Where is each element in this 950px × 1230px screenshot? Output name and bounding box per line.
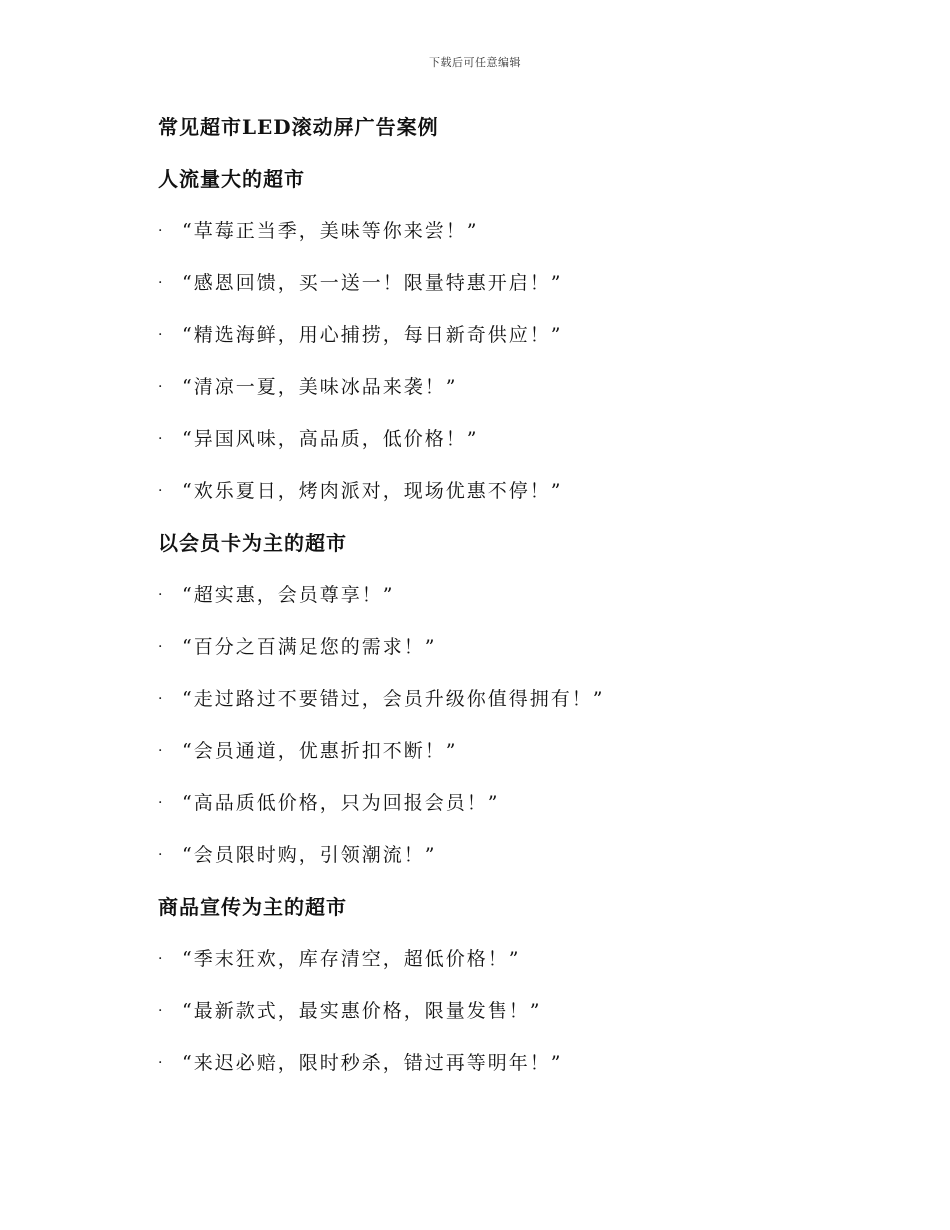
slogan-text: “会员通道，优惠折扣不断！”	[182, 740, 458, 762]
slogan-list	[158, 580, 858, 870]
list-item	[158, 424, 858, 454]
slogan-text: “高品质低价格，只为回报会员！”	[182, 792, 500, 814]
bullet-icon: ·	[158, 587, 163, 603]
bullet-icon: ·	[158, 275, 163, 291]
section-heading: 商品宣传为主的超市	[158, 895, 347, 919]
list-item	[158, 1048, 858, 1078]
slogan-text: “清凉一夏，美味冰品来袭！”	[182, 376, 458, 398]
bullet-icon: ·	[158, 327, 163, 343]
slogan-text: “走过路过不要错过，会员升级你值得拥有！”	[182, 688, 605, 710]
list-item	[158, 372, 858, 402]
document-title: 常见超市LED滚动屏广告案例	[158, 115, 439, 139]
list-item	[158, 632, 858, 662]
section-heading: 以会员卡为主的超市	[158, 531, 347, 555]
bullet-icon: ·	[158, 483, 163, 499]
bullet-icon: ·	[158, 431, 163, 447]
list-item	[158, 996, 858, 1026]
list-item	[158, 476, 858, 506]
bullet-icon: ·	[158, 847, 163, 863]
bullet-icon: ·	[158, 1003, 163, 1019]
list-item	[158, 684, 858, 714]
list-item	[158, 736, 858, 766]
slogan-list	[158, 216, 858, 506]
list-item	[158, 944, 858, 974]
section-membership	[158, 528, 858, 870]
slogan-text: “感恩回馈，买一送一！限量特惠开启！”	[182, 272, 563, 294]
list-item	[158, 216, 858, 246]
slogan-text: “来迟必赔，限时秒杀，错过再等明年！”	[182, 1052, 563, 1074]
bullet-icon: ·	[158, 1055, 163, 1071]
list-item	[158, 788, 858, 818]
slogan-list	[158, 944, 858, 1078]
list-item	[158, 268, 858, 298]
list-item	[158, 840, 858, 870]
bullet-icon: ·	[158, 639, 163, 655]
document-body	[158, 112, 858, 1100]
list-item	[158, 320, 858, 350]
slogan-text: “异国风味，高品质，低价格！”	[182, 428, 479, 450]
section-product-promotion	[158, 892, 858, 1078]
slogan-text: “超实惠，会员尊享！”	[182, 584, 395, 606]
section-heading: 人流量大的超市	[158, 167, 305, 191]
bullet-icon: ·	[158, 795, 163, 811]
slogan-text: “草莓正当季，美味等你来尝！”	[182, 220, 479, 242]
slogan-text: “会员限时购，引领潮流！”	[182, 844, 437, 866]
slogan-text: “欢乐夏日，烤肉派对，现场优惠不停！”	[182, 480, 563, 502]
slogan-text: “百分之百满足您的需求！”	[182, 636, 437, 658]
bullet-icon: ·	[158, 743, 163, 759]
page-header-note: 下载后可任意编辑	[429, 56, 521, 69]
bullet-icon: ·	[158, 951, 163, 967]
bullet-icon: ·	[158, 223, 163, 239]
bullet-icon: ·	[158, 691, 163, 707]
slogan-text: “精选海鲜，用心捕捞，每日新奇供应！”	[182, 324, 563, 346]
slogan-text: “最新款式，最实惠价格，限量发售！”	[182, 1000, 542, 1022]
slogan-text: “季末狂欢，库存清空，超低价格！”	[182, 948, 521, 970]
list-item	[158, 580, 858, 610]
bullet-icon: ·	[158, 379, 163, 395]
section-high-traffic	[158, 164, 858, 506]
